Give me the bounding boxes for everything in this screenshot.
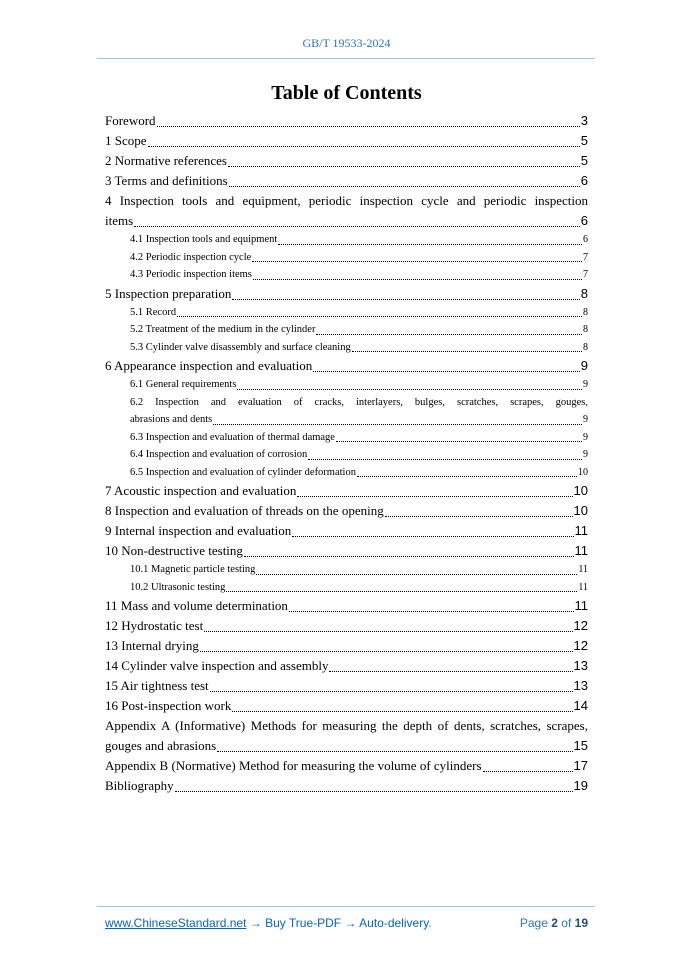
toc-entry-page: 15 <box>573 738 588 753</box>
delivery-text: Auto-delivery. <box>359 916 432 930</box>
footer-divider <box>97 906 595 907</box>
toc-entry-page: 11 <box>574 543 588 558</box>
toc-entry[interactable] <box>105 696 588 716</box>
toc-entry-label-line1: 4 Inspection tools and equipment, periodic inspection cycle and periodic inspection <box>105 193 588 208</box>
toc-entry-page: 10 <box>573 483 588 498</box>
toc-entry-label: 16 Post-inspection work <box>105 698 232 713</box>
toc-entry-page: 14 <box>573 698 588 713</box>
dot-leader <box>329 670 572 672</box>
toc-entry[interactable] <box>105 596 588 616</box>
dot-leader <box>226 590 577 592</box>
toc-entry-label: 9 Internal inspection and evaluation <box>105 523 292 538</box>
toc-entry[interactable] <box>105 131 588 151</box>
arrow-icon: → <box>344 916 357 930</box>
toc-entry[interactable] <box>105 481 588 501</box>
toc-entry[interactable] <box>105 191 588 231</box>
toc-entry[interactable] <box>105 676 588 696</box>
dot-leader <box>316 333 582 335</box>
toc-entry-label: abrasions and dents <box>130 414 213 425</box>
toc-entry[interactable] <box>105 616 588 636</box>
toc-entry-page: 12 <box>573 638 588 653</box>
table-of-contents <box>105 111 588 796</box>
toc-entry[interactable] <box>105 579 588 597</box>
toc-entry-label: items <box>105 213 134 228</box>
dot-leader <box>175 790 573 792</box>
toc-entry[interactable] <box>105 521 588 541</box>
toc-entry-page: 5 <box>580 133 588 148</box>
toc-entry-page: 9 <box>583 379 588 390</box>
dot-leader <box>292 535 573 537</box>
toc-entry-page: 5 <box>580 153 588 168</box>
dot-leader <box>308 458 582 460</box>
dot-leader <box>278 243 582 245</box>
toc-entry-label: 11 Mass and volume determination <box>105 598 288 613</box>
dot-leader <box>177 315 582 317</box>
toc-entry[interactable] <box>105 266 588 284</box>
toc-entry-label-line1: 6.2 Inspection and evaluation of cracks, interlayers, bulges, scratches, scrapes, gouges, <box>130 396 588 408</box>
toc-entry[interactable] <box>105 376 588 394</box>
page-current: 2 <box>551 916 558 930</box>
toc-entry-page: 10 <box>573 503 588 518</box>
site-url[interactable]: www.ChineseStandard.net <box>105 916 247 930</box>
toc-entry-page: 12 <box>573 618 588 633</box>
toc-entry-label: 6.4 Inspection and evaluation of corrosion <box>130 449 308 460</box>
toc-entry-label: 10.1 Magnetic particle testing <box>130 564 256 575</box>
toc-entry-label: 3 Terms and definitions <box>105 173 228 188</box>
dot-leader <box>237 388 582 390</box>
toc-entry[interactable] <box>105 111 588 131</box>
toc-entry-page: 8 <box>583 306 588 318</box>
toc-entry[interactable] <box>105 249 588 267</box>
toc-entry-label: 5.3 Cylinder valve disassembly and surface cleaning <box>130 341 351 353</box>
dot-leader <box>483 770 573 772</box>
toc-entry-label: 5.2 Treatment of the medium in the cylinder <box>130 324 316 335</box>
toc-entry-page: 8 <box>580 285 588 301</box>
toc-entry-page: 11 <box>578 581 588 593</box>
page-title: Table of Contents <box>271 82 422 104</box>
toc-entry-page: 9 <box>580 358 588 373</box>
dot-leader <box>289 610 574 612</box>
toc-entry-page: 9 <box>583 431 588 443</box>
dot-leader <box>210 690 573 692</box>
dot-leader <box>297 495 572 497</box>
dot-leader <box>217 750 572 752</box>
toc-entry-page: 7 <box>583 269 588 280</box>
toc-entry-label: 4.1 Inspection tools and equipment <box>130 234 278 245</box>
toc-entry-label-line1: Appendix A (Informative) Methods for measuring the depth of dents, scratches, scrapes, <box>105 718 588 733</box>
dot-leader <box>229 185 580 187</box>
toc-entry-page: 13 <box>573 658 588 673</box>
toc-entry[interactable] <box>105 321 588 339</box>
toc-entry[interactable] <box>105 636 588 656</box>
dot-leader <box>232 710 572 712</box>
toc-entry-label: 6.1 General requirements <box>130 379 237 390</box>
purchase-link[interactable] <box>105 916 432 930</box>
dot-leader <box>228 165 580 167</box>
dot-leader <box>232 298 579 300</box>
toc-entry[interactable] <box>105 464 588 482</box>
dot-leader <box>313 370 580 372</box>
toc-entry-label: 2 Normative references <box>105 153 227 168</box>
toc-entry-page: 8 <box>583 341 588 353</box>
toc-entry-page: 7 <box>583 251 588 263</box>
dot-leader <box>148 145 580 147</box>
dot-leader <box>352 350 582 352</box>
page-of: of <box>561 916 572 930</box>
toc-entry-page: 9 <box>583 449 588 460</box>
toc-entry-page: 6 <box>583 234 588 245</box>
arrow-icon: → <box>249 916 262 930</box>
dot-leader <box>357 475 577 477</box>
toc-entry[interactable] <box>105 356 588 376</box>
toc-entry[interactable] <box>105 284 588 304</box>
header-divider <box>97 58 595 59</box>
toc-entry-label: 15 Air tightness test <box>105 678 209 693</box>
dot-leader <box>252 260 582 262</box>
toc-entry[interactable] <box>105 394 588 429</box>
toc-entry-label: 6.3 Inspection and evaluation of thermal damage <box>130 431 335 443</box>
dot-leader <box>157 125 580 127</box>
toc-entry-label: 12 Hydrostatic test <box>105 618 204 633</box>
toc-entry-label: 6 Appearance inspection and evaluation <box>105 358 313 373</box>
toc-entry[interactable] <box>105 776 588 796</box>
toc-entry[interactable] <box>105 429 588 447</box>
toc-entry[interactable] <box>105 656 588 676</box>
dot-leader <box>134 225 580 227</box>
toc-entry[interactable] <box>105 561 588 579</box>
page-indicator <box>520 916 588 930</box>
toc-entry-label: 6.5 Inspection and evaluation of cylinder deformation <box>130 466 356 478</box>
toc-entry[interactable] <box>105 339 588 357</box>
toc-entry-label: 5 Inspection preparation <box>105 285 232 301</box>
dot-leader <box>204 630 572 632</box>
toc-entry-label: 4.2 Periodic inspection cycle <box>130 251 252 263</box>
dot-leader <box>336 440 582 442</box>
toc-entry[interactable] <box>105 151 588 171</box>
toc-entry-label: 4.3 Periodic inspection items <box>130 269 252 280</box>
toc-entry-label: 5.1 Record <box>130 306 177 318</box>
toc-entry-page: 10 <box>578 466 588 478</box>
page-word: Page <box>519 916 548 930</box>
toc-entry-label: 13 Internal drying <box>105 638 199 653</box>
dot-leader <box>200 650 573 652</box>
toc-entry[interactable] <box>105 231 588 249</box>
toc-entry[interactable] <box>105 716 588 756</box>
toc-entry-page: 13 <box>573 678 588 693</box>
toc-entry-page: 11 <box>574 523 588 538</box>
page-total: 19 <box>574 916 588 930</box>
toc-entry-page: 9 <box>583 414 588 425</box>
toc-entry[interactable] <box>105 171 588 191</box>
toc-entry-page: 11 <box>578 564 588 575</box>
toc-entry[interactable] <box>105 501 588 521</box>
toc-entry[interactable] <box>105 756 588 776</box>
toc-entry-page: 11 <box>574 598 588 613</box>
toc-entry-label: Appendix B (Normative) Method for measuring the volume of cylinders <box>105 758 482 773</box>
toc-entry-page: 3 <box>580 113 588 128</box>
toc-entry[interactable] <box>105 446 588 464</box>
toc-entry-label: Bibliography <box>105 778 174 793</box>
toc-entry-label: 14 Cylinder valve inspection and assembly <box>105 658 329 673</box>
toc-entry-label: 10.2 Ultrasonic testing <box>130 581 226 593</box>
toc-entry-label: 1 Scope <box>105 133 147 148</box>
toc-entry-page: 8 <box>583 324 588 335</box>
toc-entry-label: gouges and abrasions <box>105 738 217 753</box>
buy-pdf-text: Buy True-PDF <box>265 916 342 930</box>
page-footer <box>105 916 588 932</box>
toc-entry[interactable] <box>105 304 588 322</box>
toc-entry-label: 10 Non-destructive testing <box>105 543 243 558</box>
toc-entry-page: 6 <box>580 173 588 188</box>
document-header: GB/T 19533-2024 <box>302 36 391 50</box>
dot-leader <box>213 423 582 425</box>
dot-leader <box>253 278 582 280</box>
toc-entry-page: 17 <box>573 758 588 773</box>
toc-entry-label: 8 Inspection and evaluation of threads on the opening <box>105 503 384 518</box>
toc-entry[interactable] <box>105 541 588 561</box>
toc-entry-page: 6 <box>580 213 588 228</box>
toc-entry-label: Foreword <box>105 113 156 128</box>
dot-leader <box>385 515 573 517</box>
toc-entry-label: 7 Acoustic inspection and evaluation <box>105 483 297 498</box>
dot-leader <box>244 555 574 557</box>
toc-entry-page: 19 <box>573 778 588 793</box>
dot-leader <box>256 573 577 575</box>
